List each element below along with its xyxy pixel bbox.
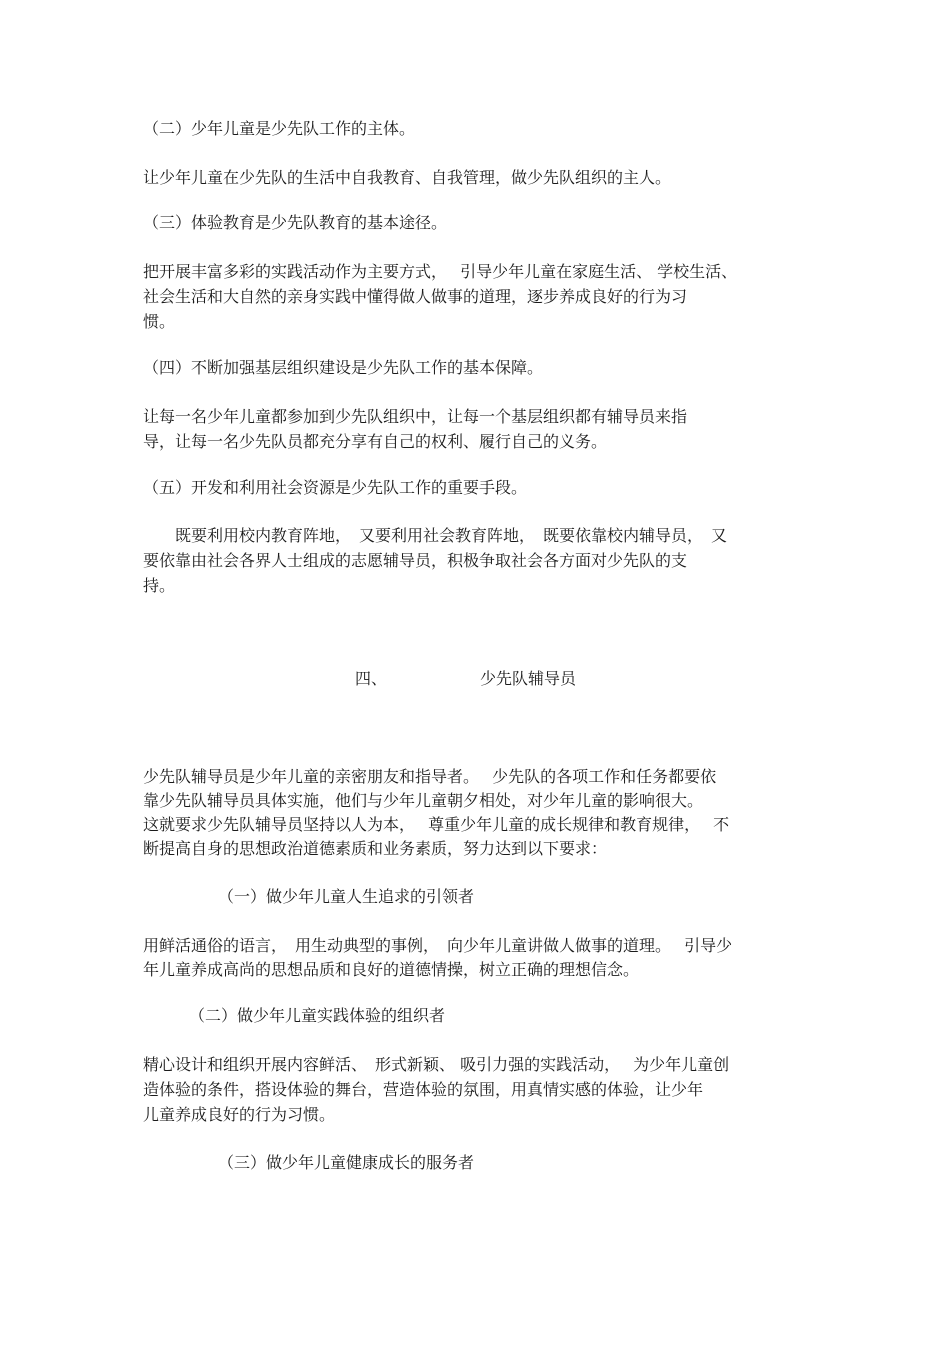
req1-body-line: 用鲜活通俗的语言， 用生动典型的事例， 向少年儿童讲做人做事的道理。 引导少 <box>143 936 733 955</box>
item4-heading: （四）不断加强基层组织建设是少先队工作的基本保障。 <box>143 358 544 377</box>
item3-body-line: 惯。 <box>143 312 176 331</box>
item3-body-line: 把开展丰富多彩的实践活动作为主要方式， 引导少年儿童在家庭生活、 学校生活、 <box>143 262 738 281</box>
item4-body-line: 让每一名少年儿童都参加到少先队组织中，让每一个基层组织都有辅导员来指 <box>143 407 688 426</box>
section4-intro-line: 断提高自身的思想政治道德素质和业务素质，努力达到以下要求： <box>143 839 608 858</box>
section4-intro-line: 少先队辅导员是少年儿童的亲密朋友和指导者。 少先队的各项工作和任务都要依 <box>143 767 717 786</box>
item4-body-line: 导，让每一名少先队员都充分享有自己的权利、履行自己的义务。 <box>143 432 608 451</box>
req2-body-line: 儿童养成良好的行为习惯。 <box>143 1105 336 1124</box>
item2-body-line: 让少年儿童在少先队的生活中自我教育、自我管理，做少先队组织的主人。 <box>143 168 672 187</box>
req2-body-line: 精心设计和组织开展内容鲜活、 形式新颖、 吸引力强的实践活动， 为少年儿童创 <box>143 1055 730 1074</box>
section4-number: 四、 <box>355 669 388 688</box>
section4-title: 少先队辅导员 <box>480 669 577 688</box>
item5-heading: （五）开发和利用社会资源是少先队工作的重要手段。 <box>143 478 528 497</box>
section4-intro-line: 这就要求少先队辅导员坚持以人为本， 尊重少年儿童的成长规律和教育规律， 不 <box>143 815 730 834</box>
req3-heading: （三）做少年儿童健康成长的服务者 <box>218 1153 475 1172</box>
item3-body-line: 社会生活和大自然的亲身实践中懂得做人做事的道理，逐步养成良好的行为习 <box>143 287 688 306</box>
req2-body-line: 造体验的条件，搭设体验的舞台，营造体验的氛围，用真情实感的体验，让少年 <box>143 1080 704 1099</box>
item5-body-line: 要依靠由社会各界人士组成的志愿辅导员，积极争取社会各方面对少先队的支 <box>143 551 688 570</box>
req1-heading: （一）做少年儿童人生追求的引领者 <box>218 887 475 906</box>
req2-heading: （二）做少年儿童实践体验的组织者 <box>189 1006 446 1025</box>
section4-intro-line: 靠少先队辅导员具体实施，他们与少年儿童朝夕相处，对少年儿童的影响很大。 <box>143 791 704 810</box>
item5-body-line: 既要利用校内教育阵地， 又要利用社会教育阵地， 既要依靠校内辅导员， 又 <box>143 526 728 545</box>
item5-body-line: 持。 <box>143 576 176 595</box>
item2-heading: （二）少年儿童是少先队工作的主体。 <box>143 119 416 138</box>
req1-body-line: 年儿童养成高尚的思想品质和良好的道德情操，树立正确的理想信念。 <box>143 960 640 979</box>
item3-heading: （三）体验教育是少先队教育的基本途径。 <box>143 213 448 232</box>
